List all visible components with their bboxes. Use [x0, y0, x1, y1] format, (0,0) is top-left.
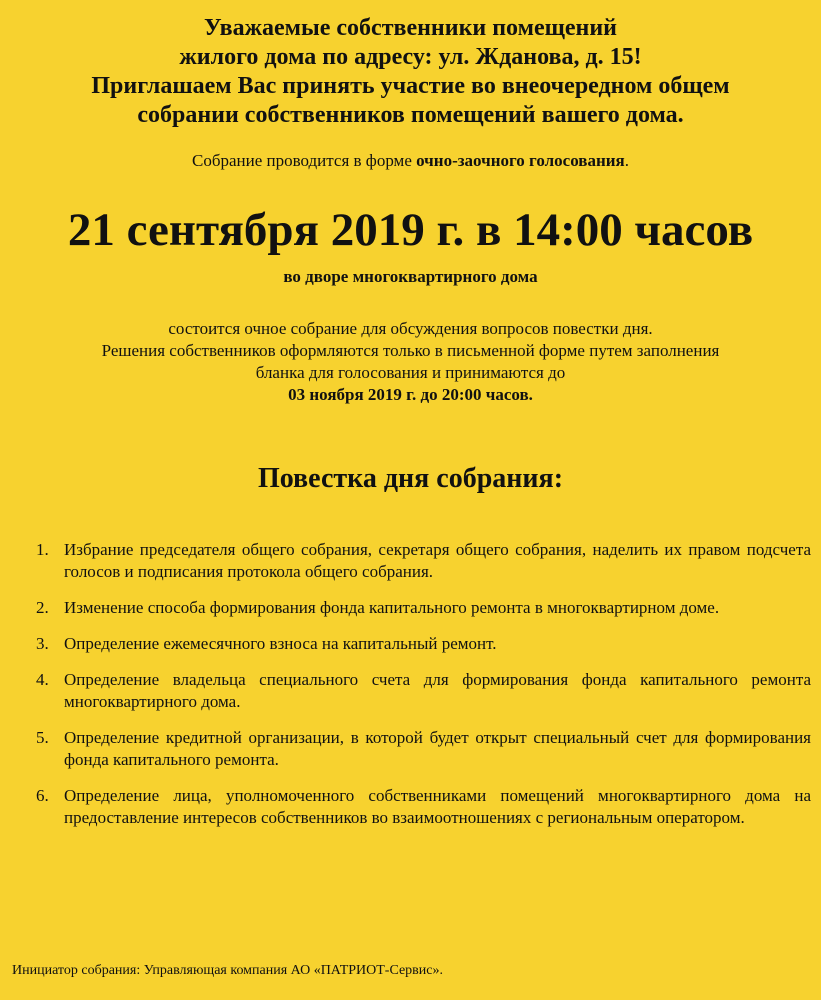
meeting-details: [0, 318, 821, 406]
agenda-list: [36, 539, 811, 843]
agenda-item: [36, 669, 811, 713]
meeting-initiator: Инициатор собрания: Управляющая компания АО «ПАТРИОТ-Сервис».: [12, 963, 443, 978]
agenda-item-number: 5.: [36, 728, 49, 747]
agenda-item-text: Изменение способа формирования фонда капитального ремонта в многоквартирном доме.: [64, 598, 720, 617]
agenda-item: [36, 785, 811, 829]
header-line-4: собрании собственников помещений вашего дома.: [137, 102, 684, 128]
agenda-title: Повестка дня собрания:: [257, 463, 564, 494]
agenda-item-number: 4.: [36, 670, 49, 689]
details-line-2: Решения собственников оформляются только в письменной форме путем заполнения: [101, 341, 720, 360]
agenda-item-text: Определение кредитной организации, в которой будет открыт специальный счет для формирования фонда капитального ремонта.: [64, 728, 811, 769]
agenda-item-text: Определение лица, уполномоченного собственниками помещений многоквартирного дома на предоставление интересов собственников во взаимоотношениях с региональным оператором.: [64, 786, 811, 827]
header-line-1: Уважаемые собственники помещений: [203, 15, 617, 41]
agenda-item: [36, 597, 811, 619]
agenda-item-number: 3.: [36, 634, 49, 653]
meeting-location: во дворе многоквартирного дома: [283, 267, 538, 286]
format-mode: очно-заочного голосования: [416, 151, 625, 170]
agenda-item-number: 6.: [36, 786, 49, 805]
agenda-item: [36, 539, 811, 583]
agenda-item: [36, 633, 811, 655]
agenda-item: [36, 727, 811, 771]
notice-header: [0, 14, 821, 130]
details-line-3: бланка для голосования и принимаются до: [255, 363, 566, 382]
agenda-item-text: Избрание председателя общего собрания, секретаря общего собрания, наделить их правом подсчета голосов и подписания протокола общего собрания.: [64, 540, 811, 581]
format-suffix: .: [624, 151, 629, 170]
format-prefix: Собрание проводится в форме: [191, 151, 417, 170]
agenda-item-text: Определение владельца специального счета для формирования фонда капитального ремонта многоквартирного дома.: [64, 670, 811, 711]
voting-deadline: 03 ноября 2019 г. до 20:00 часов.: [288, 385, 533, 404]
header-line-3: Приглашаем Вас принять участие во внеочередном общем: [91, 73, 730, 99]
meeting-datetime: 21 сентября 2019 г. в 14:00 часов: [67, 204, 754, 256]
agenda-item-number: 1.: [36, 540, 49, 559]
details-line-1: состоится очное собрание для обсуждения вопросов повестки дня.: [168, 319, 653, 338]
header-line-2: жилого дома по адресу: ул. Жданова, д. 15!: [179, 44, 642, 70]
agenda-item-text: Определение ежемесячного взноса на капитальный ремонт.: [64, 634, 497, 653]
meeting-format: [0, 151, 821, 171]
agenda-item-number: 2.: [36, 598, 49, 617]
